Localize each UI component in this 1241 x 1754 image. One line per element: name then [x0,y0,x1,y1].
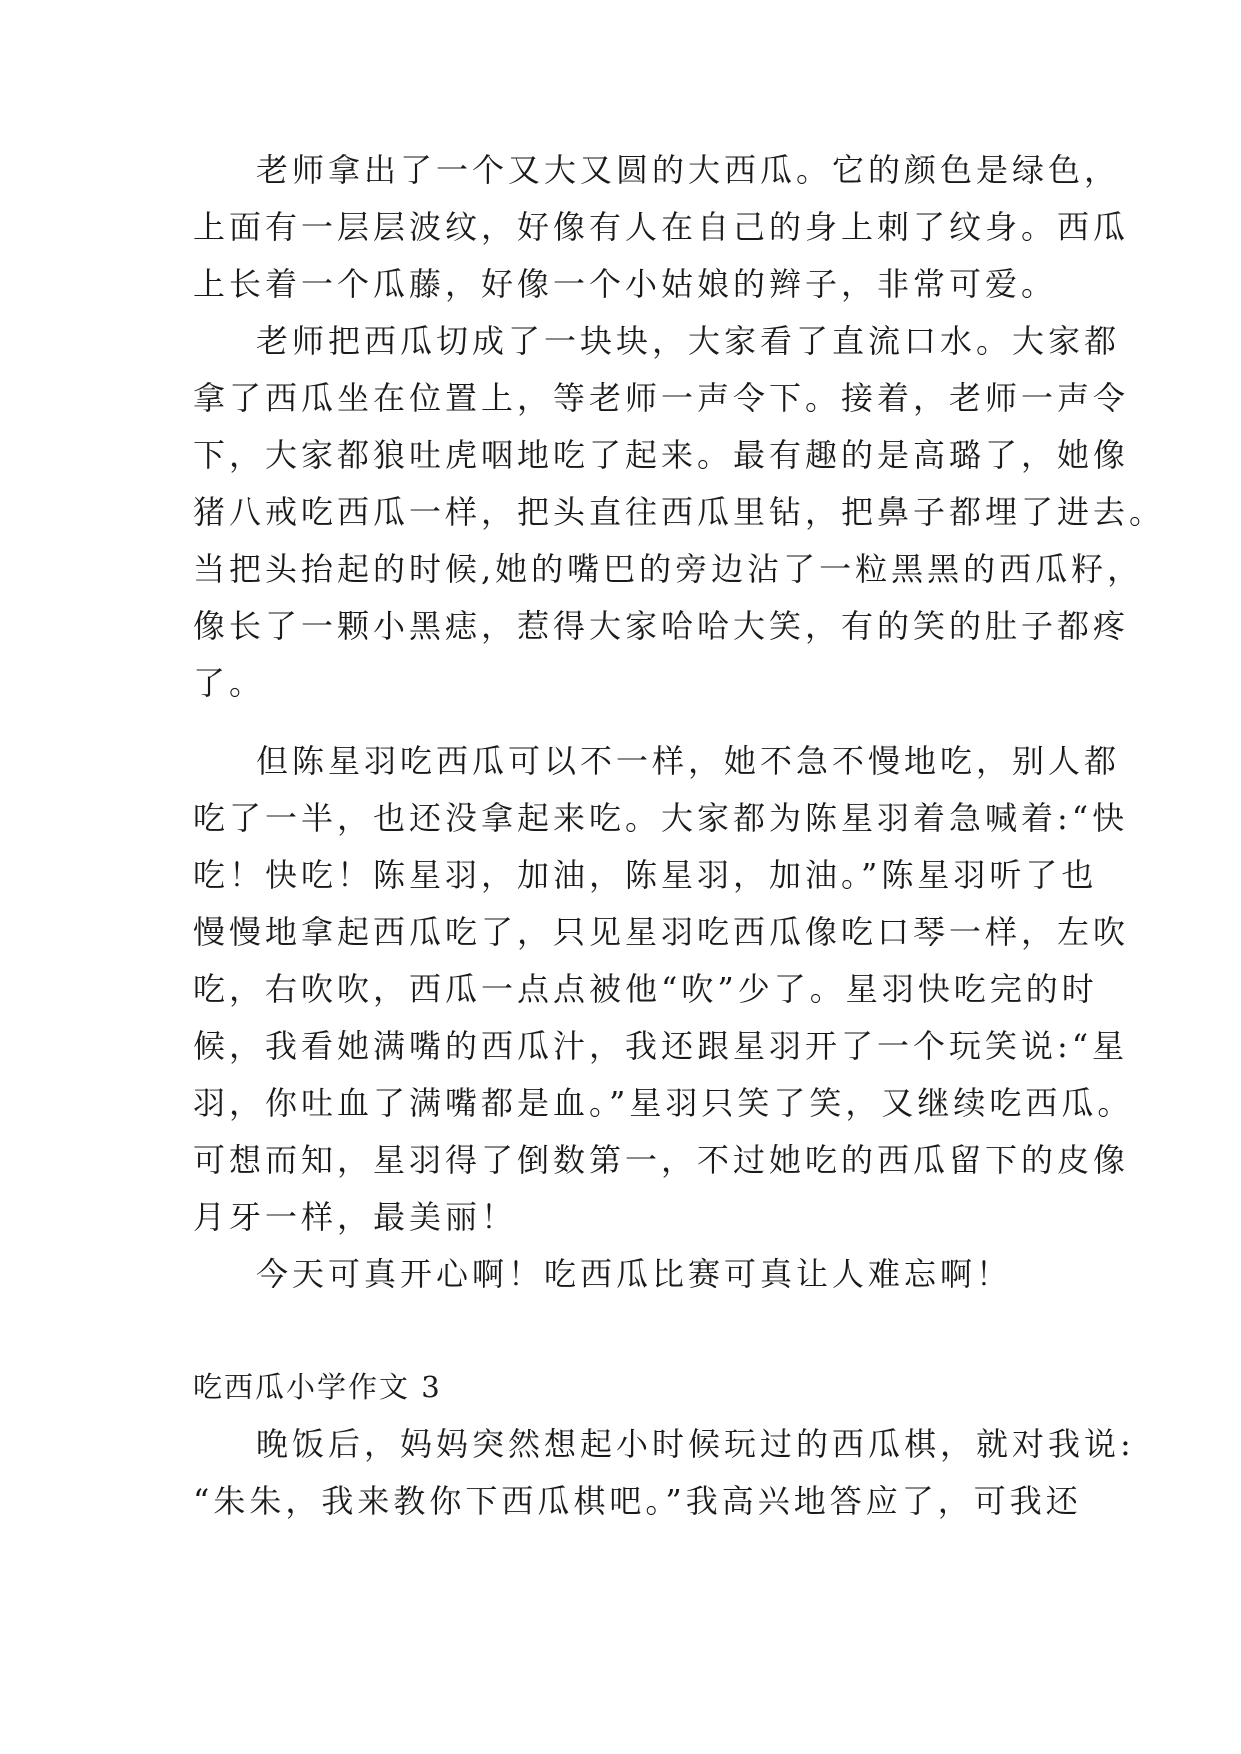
paragraph-1-line-2: 上面有一层层波纹，好像有人在自己的身上刺了纹身。西瓜 [193,208,1130,246]
paragraph-3-line-1: 但陈星羽吃西瓜可以不一样，她不急不慢地吃，别人都 [256,742,1121,780]
paragraph-3-line-9: 月牙一样，最美丽！ [193,1198,518,1236]
paragraph-2-line-4: 猪八戒吃西瓜一样，把头直往西瓜里钻，把鼻子都埋了进去。 [193,493,1166,531]
section-paragraph-line-2: “朱朱，我来教你下西瓜棋吧。”我高兴地答应了，可我还 [193,1482,1082,1520]
paragraph-4-line-1: 今天可真开心啊！吃西瓜比赛可真让人难忘啊！ [256,1255,1013,1293]
paragraph-3-line-2: 吃了一半，也还没拿起来吃。大家都为陈星羽着急喊着:“快 [193,799,1129,837]
section-paragraph-line-1: 晚饭后，妈妈突然想起小时候玩过的西瓜棋，就对我说: [256,1425,1135,1463]
paragraph-2-line-6: 像长了一颗小黑痣，惹得大家哈哈大笑，有的笑的肚子都疼 [193,607,1130,645]
paragraph-3-line-5: 吃，右吹吹，西瓜一点点被他“吹”少了。星羽快吃完的时 [193,970,1098,1008]
paragraph-3-line-7: 羽，你吐血了满嘴都是血。”星羽只笑了笑，又继续吃西瓜。 [193,1084,1134,1122]
paragraph-2-line-3: 下，大家都狼吐虎咽地吃了起来。最有趣的是高璐了，她像 [193,436,1130,474]
paragraph-2-line-7: 了。 [193,664,266,702]
paragraph-3-line-3: 吃！快吃！陈星羽，加油，陈星羽，加油。”陈星羽听了也 [193,856,1098,894]
paragraph-1-line-1: 老师拿出了一个又大又圆的大西瓜。它的颜色是绿色， [256,151,1121,189]
section-heading: 吃西瓜小学作文 3 [193,1370,442,1404]
paragraph-2-line-5: 当把头抬起的时候,她的嘴巴的旁边沾了一粒黑黑的西瓜籽， [193,550,1144,588]
paragraph-2-line-2: 拿了西瓜坐在位置上，等老师一声令下。接着，老师一声令 [193,379,1130,417]
paragraph-3-line-6: 候，我看她满嘴的西瓜汁，我还跟星羽开了一个玩笑说:“星 [193,1027,1129,1065]
paragraph-2-line-1: 老师把西瓜切成了一块块，大家看了直流口水。大家都 [256,322,1121,360]
paragraph-1-line-3: 上长着一个瓜藤，好像一个小姑娘的辫子，非常可爱。 [193,265,1058,303]
paragraph-3-line-4: 慢慢地拿起西瓜吃了，只见星羽吃西瓜像吃口琴一样，左吹 [193,913,1130,951]
paragraph-3-line-8: 可想而知，星羽得了倒数第一，不过她吃的西瓜留下的皮像 [193,1141,1130,1179]
